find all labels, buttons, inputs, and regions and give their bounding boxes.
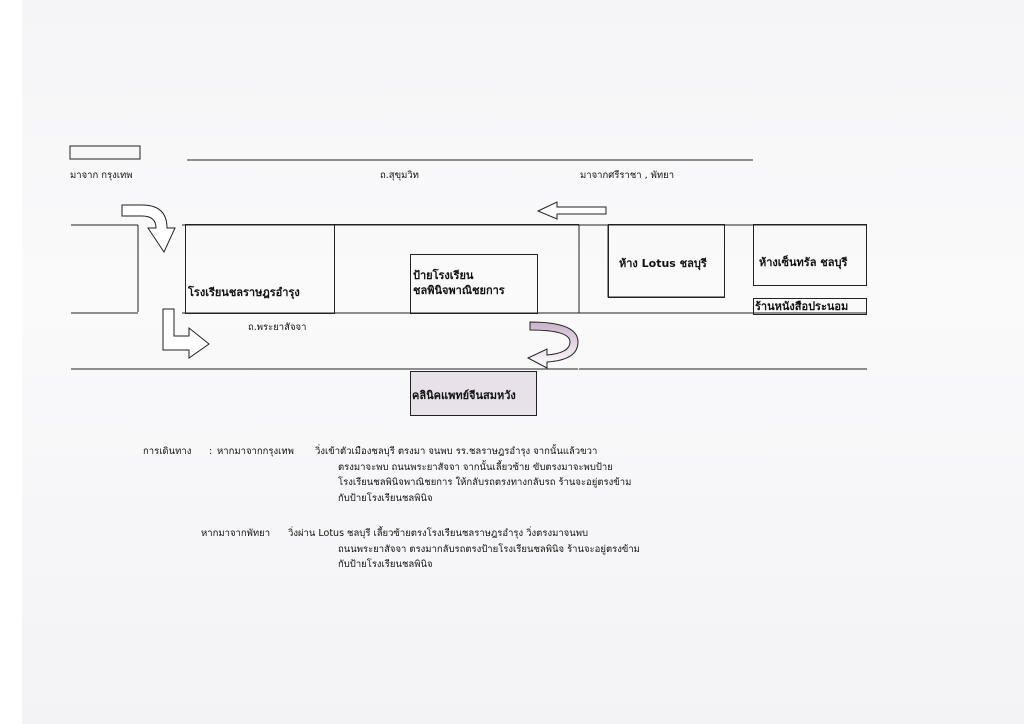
from-bangkok-line-3: โรงเรียนชลพินิจพาณิชยการ ให้กลับรถตรงทางกลับรถ ร้านจะอยู่ตรงข้าม [338, 477, 632, 488]
right-turn-arrow [122, 205, 175, 252]
from-pattaya-line-2: ถนนพระยาสัจจา ตรงมากลับรถตรงป้ายโรงเรียนชลพินิจ ร้านจะอยู่ตรงข้าม [338, 543, 640, 555]
chonpinit-sign-line1: ป้ายโรงเรียน [413, 269, 474, 282]
central-store-label: ห้างเซ็นทรัล ชลบุรี [759, 256, 848, 269]
map-lines [22, 0, 1024, 724]
u-turn-arrow [528, 322, 578, 368]
lotus-store-box [608, 224, 725, 298]
from-pattaya-line-1: วิ่งผ่าน Lotus ชลบุรี เลี้ยวซ้ายตรงโรงเรียนชลราษฎรอำรุง วิ่งตรงมาจนพบ [288, 528, 589, 539]
from-bangkok-line-2: ตรงมาจะพบ ถนนพระยาสัจจา จากนั้นเลี้ยวซ้าย ขับตรงมาจะพบป้าย [338, 461, 613, 473]
phraya-satcha-road-label: ถ.พระยาสัจจา [248, 322, 307, 333]
chonrat-school-label: โรงเรียนชลราษฎรอำรุง [188, 286, 300, 299]
directions-heading: การเดินทาง [143, 446, 192, 457]
central-store-box [753, 224, 867, 286]
chonpinit-sign-line2: ชลพินิจพาณิชยการ [413, 284, 505, 297]
from-bangkok-line-4: กับป้ายโรงเรียนชลพินิจ [338, 492, 433, 504]
bookstore-label: ร้านหนังสือประนอม [755, 300, 849, 313]
from-bangkok-line-1: วิ่งเข้าตัวเมืองชลบุรี ตรงมา จนพบ รร.ชลราษฎรอำรุง จากนั้นแล้วขวา [315, 446, 598, 457]
from-pattaya-title: หากมาจากพัทยา [201, 528, 271, 539]
left-turn-arrow [163, 309, 209, 358]
scanned-sheet [22, 0, 1024, 724]
clinic-label: คลินิคแพทย์จีนสมหวัง [412, 389, 516, 402]
bookstore-box [753, 298, 867, 315]
sukhumvit-road-label: ถ.สุขุมวิท [380, 170, 419, 181]
lotus-store-label: ห้าง Lotus ชลบุรี [619, 257, 707, 270]
from-sriracha-pattaya-label: มาจากศรีราชา , พัทยา [580, 170, 675, 181]
from-bangkok-title: หากมาจากกรุงเทพ [217, 446, 294, 457]
chonrat-school-box [185, 224, 335, 314]
from-pattaya-line-3: กับป้ายโรงเรียนชลพินิจ [338, 559, 433, 570]
from-bangkok-label: มาจาก กรุงเทพ [70, 170, 133, 181]
directions-section [143, 444, 743, 573]
clinic-box [410, 371, 537, 416]
chonpinit-sign-box [410, 254, 538, 314]
from-pattaya-arrow [538, 202, 606, 219]
directions-separator: : [209, 446, 213, 457]
legend-box [70, 146, 140, 159]
